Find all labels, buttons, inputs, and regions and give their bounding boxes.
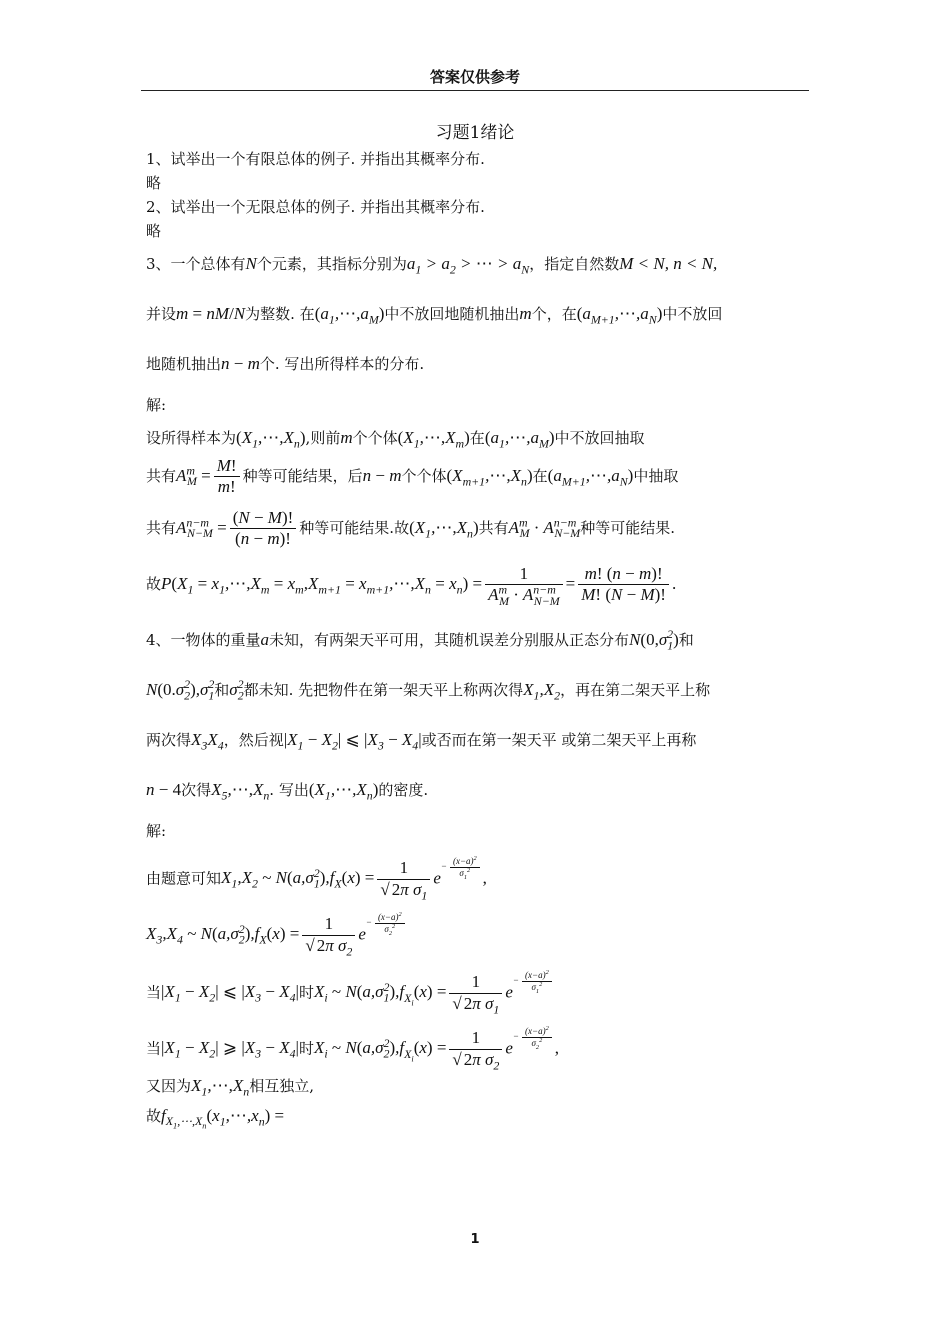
q3-line-3: 地随机抽出n − m个. 写出所得样本的分布.: [146, 354, 425, 373]
q4-solution-line-5: 又因为$X_1,\cdots,X_n$相互独立,: [146, 1076, 314, 1099]
q1-answer: 略: [146, 174, 162, 192]
q1-text: 1、试举出一个有限总体的例子. 并指出其概率分布.: [146, 150, 485, 168]
q2-answer: 略: [146, 222, 162, 240]
q4-solution-line-3: 当$|X_1 - X_2|$ ⩽ $|X_3 - X_4|$时$X_i$ ~ $N(a,\sigma_1^2),f_{X_i}(x)$ = $\frac{1}{√ 2\pi \sigma_1}$ $e^{- \frac{(x-a)^2}{\sigma_1^2}}$: [146, 970, 555, 1014]
q4-line-2: $N(0.\sigma_2^2),\sigma_1^2$和$\sigma_2^2$都未知. 先把物件在第一架天平上称两次得$X_1,X_2$，再在第二架天平上称: [146, 677, 711, 703]
q3-solution-line-4: 故$P(X_1$ = $x_1,\cdots,X_m = x_m,X_{m+1}$ = $x_{m+1},\cdots,X_n = x_n$) = $\frac{1}{A^m_M \cdot A^{n-m}_{N-M}}$ = $\frac{m! (n - m)!}{M! (N - M)!}$ .: [146, 564, 677, 608]
q2-text: 2、试举出一个无限总体的例子. 并指出其概率分布.: [146, 198, 485, 216]
q4-solution-line-1: 由题意可知$X_1,X_2$ ~ $N(a,\sigma_1^2),f_X(x)$ = $\frac{1}{√ 2\pi \sigma_1}$ $e^{- \frac{(x-a)^2}{\sigma_1^2}}$ ,: [146, 855, 487, 903]
q4-line-3: 两次得$X_3X_4$，然后视$|X_1 - X_2|$ ⩽ $|X_3 - X_4|$或否而在第一架天平 或第二架天平上再称: [146, 730, 697, 753]
q4-line-4: n − 4次得$X_5,\cdots,X_n$. 写出$(X_1,\cdots,X_n)$的密度.: [146, 780, 429, 803]
q3-solution-line-3: 共有$A^{n-m}_{N-M}$ = $\frac{(N - M)!}{(n - m)!}$ 种等可能结果.故$(X_1,\cdots,X_n)$共有$A^m_M \cdot A^{n-m}_{N-M}$种等可能结果.: [146, 508, 675, 549]
q4-solution-line-2: $X_3,X_4$ ~ $N(a,\sigma_2^2),f_X(x)$ = $\frac{1}{√ 2\pi \sigma_2}$ $e^{- \frac{(x-a)^2}{\sigma_2^2}}$: [146, 912, 408, 956]
q4-solution-line-6: 故$f_{X_1,\cdots,X_n}(x_1,\cdots,x_n)$ =: [146, 1106, 285, 1131]
q4-line-1: 4、一物体的重量a未知，有两架天平可用，其随机误差分别服从正态分布$N(0,\sigma_1^2)$和: [146, 627, 694, 653]
q3-line-2: 并设m = nM/N为整数. 在$(a_1,\cdots,a_M)$中不放回地随机抽出m个，在$(a_{M+1},\cdots,a_N)$中不放回: [146, 304, 723, 327]
q3-solution-label: 解:: [146, 396, 167, 414]
q3-line-1: 3、一个总体有N个元素，其指标分别为$a_1 > a_2$ > ⋯ > $a_N$，指定自然数M < N, n < N,: [146, 254, 718, 277]
page-title: 习题1绪论: [435, 123, 515, 143]
q4-solution-line-4: 当$|X_1 - X_2|$ ⩾ $|X_3 - X_4|$时$X_i$ ~ $N(a,\sigma_2^2),f_{X_i}(x)$ = $\frac{1}{√ 2\pi \sigma_2}$ $e^{- \frac{(x-a)^2}{\sigma_2^2}}$ ,: [146, 1025, 559, 1073]
q3-solution-line-2: 共有$A^m_M$ = $\frac{M!}{m!}$ 种等可能结果，后n − m个个体$(X_{m+1},\cdots,X_n)$在$(a_{M+1},\cdots,a_N)$中抽取: [146, 456, 679, 497]
page-header: 答案仅供参考: [429, 68, 520, 86]
header-rule: [141, 90, 809, 91]
q3-solution-line-1: 设所得样本为$(X_1,\cdots,X_n)$,则前m个个体$(X_1,\cdots,X_m)$在$(a_1,\cdots,a_M)$中不放回抽取: [146, 428, 645, 451]
q4-solution-label: 解:: [146, 822, 167, 840]
page-number: 1: [470, 1232, 480, 1247]
